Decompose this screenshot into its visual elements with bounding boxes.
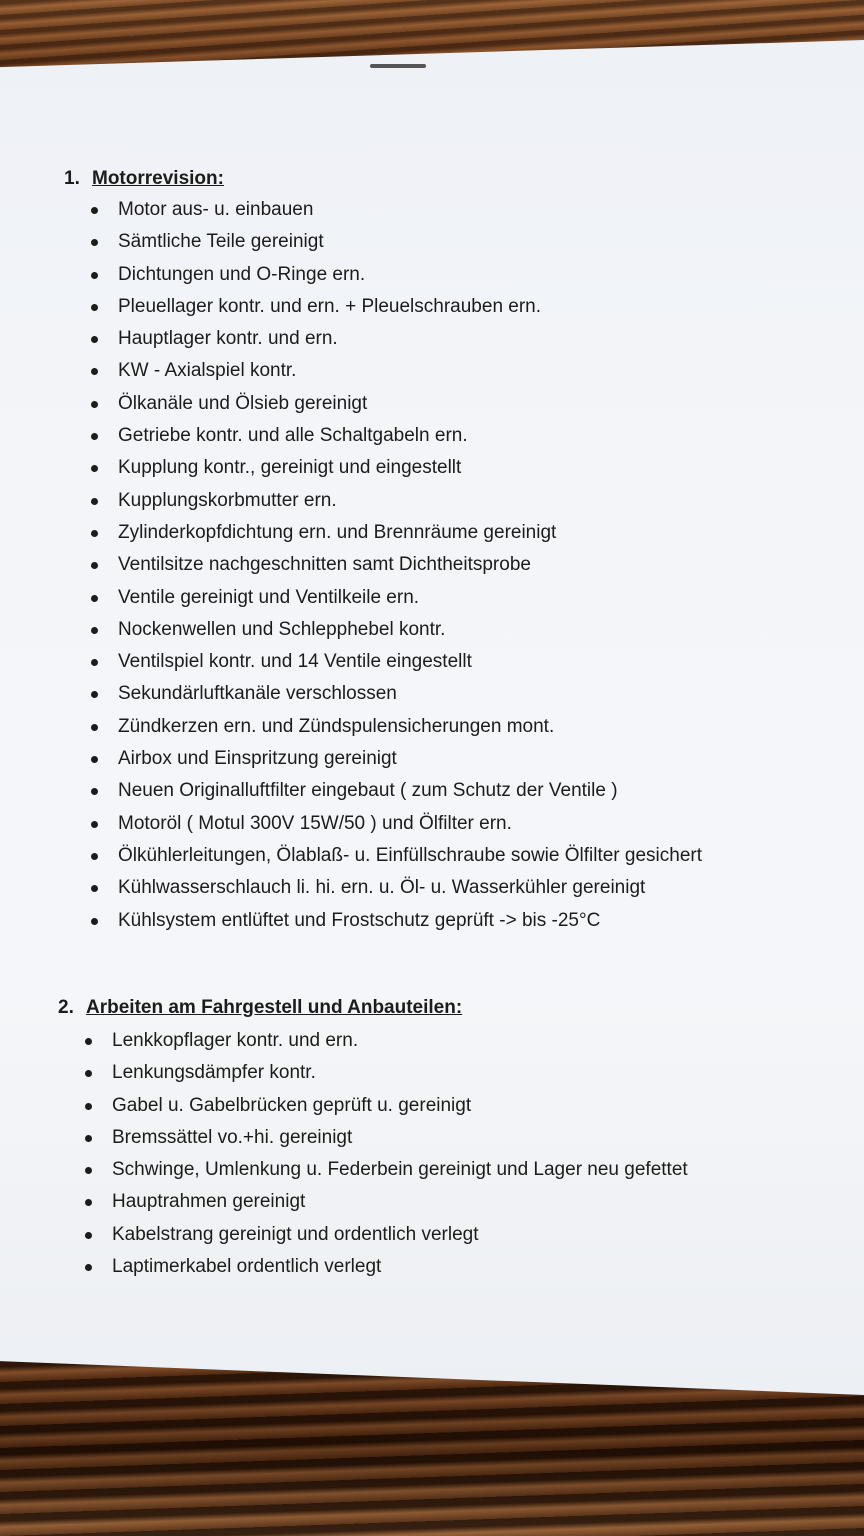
list-item: [82, 1025, 688, 1057]
section-2-number: 2.: [58, 997, 74, 1018]
list-item-text: Zündkerzen ern. und Zündspulensicherungen mont.: [118, 715, 555, 737]
section-2-list: [82, 1025, 688, 1283]
list-item: [88, 420, 702, 452]
bullet-icon: [91, 885, 98, 892]
list-item: [88, 614, 702, 646]
list-item: [88, 355, 702, 387]
list-item-text: KW - Axialspiel kontr.: [118, 360, 297, 382]
list-item-text: Hauptrahmen gereinigt: [112, 1191, 306, 1213]
section-1-title: Motorrevision:: [92, 168, 224, 189]
bullet-icon: [91, 821, 98, 828]
bullet-icon: [85, 1070, 92, 1077]
list-item-text: Motor aus- u. einbauen: [118, 199, 314, 220]
section-1-heading: [64, 168, 224, 190]
list-item-text: Zylinderkopfdichtung ern. und Brennräume gereinigt: [118, 521, 557, 543]
list-item-text: Ölkühlerleitungen, Ölablaß- u. Einfüllschraube sowie Ölfilter gesichert: [118, 844, 702, 866]
list-item: [88, 582, 702, 614]
list-item: [88, 549, 702, 581]
list-item: [88, 194, 702, 226]
bullet-icon: [91, 401, 98, 408]
bullet-icon: [85, 1167, 92, 1174]
section-1-number: 1.: [64, 168, 80, 189]
list-item: [88, 259, 702, 291]
list-item-text: Bremssättel vo.+hi. gereinigt: [112, 1126, 353, 1148]
section-1-list: [88, 194, 702, 937]
bullet-icon: [91, 788, 98, 795]
list-item-text: Getriebe kontr. und alle Schaltgabeln ern.: [118, 425, 468, 447]
list-item-text: Laptimerkabel ordentlich verlegt: [112, 1256, 382, 1278]
list-item-text: Dichtungen und O-Ringe ern.: [118, 263, 366, 285]
list-item: [88, 452, 702, 484]
list-item: [82, 1122, 688, 1154]
bullet-icon: [91, 465, 98, 472]
bullet-icon: [91, 562, 98, 569]
bullet-icon: [91, 724, 98, 731]
bullet-icon: [91, 304, 98, 311]
bullet-icon: [91, 368, 98, 375]
list-item-text: Ventilspiel kontr. und 14 Ventile eingestellt: [118, 651, 472, 673]
list-item-text: Schwinge, Umlenkung u. Federbein gereinigt und Lager neu gefettet: [112, 1159, 688, 1181]
bullet-icon: [85, 1103, 92, 1110]
bullet-icon: [91, 595, 98, 602]
bullet-icon: [91, 627, 98, 634]
bullet-icon: [91, 691, 98, 698]
list-item-text: Kabelstrang gereinigt und ordentlich verlegt: [112, 1223, 479, 1245]
list-item: [88, 226, 702, 258]
bullet-icon: [91, 659, 98, 666]
list-item: [82, 1219, 688, 1251]
list-item-text: Motoröl ( Motul 300V 15W/50 ) und Ölfilter ern.: [118, 812, 512, 834]
list-item-text: Gabel u. Gabelbrücken geprüft u. gereinigt: [112, 1094, 472, 1116]
list-item-text: Hauptlager kontr. und ern.: [118, 328, 338, 350]
list-item: [88, 646, 702, 678]
list-item-text: Neuen Originalluftfilter eingebaut ( zum Schutz der Ventile ): [118, 780, 618, 802]
list-item-text: Ölkanäle und Ölsieb gereinigt: [118, 392, 368, 414]
list-item: [88, 388, 702, 420]
bullet-icon: [91, 207, 98, 214]
section-2-title: Arbeiten am Fahrgestell und Anbauteilen:: [86, 997, 463, 1018]
bullet-icon: [91, 853, 98, 860]
bullet-icon: [85, 1038, 92, 1045]
list-item-text: Kühlwasserschlauch li. hi. ern. u. Öl- u. Wasserkühler gereinigt: [118, 877, 646, 899]
list-item-text: Kühlsystem entlüftet und Frostschutz geprüft -> bis -25°C: [118, 909, 601, 931]
bullet-icon: [91, 530, 98, 537]
list-item: [82, 1090, 688, 1122]
bullet-icon: [91, 756, 98, 763]
list-item-text: Lenkungsdämpfer kontr.: [112, 1062, 316, 1084]
bullet-icon: [85, 1135, 92, 1142]
list-item-text: Airbox und Einspritzung gereinigt: [118, 748, 397, 770]
bullet-icon: [91, 336, 98, 343]
list-item-text: Sekundärluftkanäle verschlossen: [118, 683, 397, 705]
list-item: [88, 872, 702, 904]
section-2-heading: [58, 997, 462, 1019]
list-item: [88, 678, 702, 710]
list-item: [82, 1251, 688, 1283]
list-item-text: Ventilsitze nachgeschnitten samt Dichtheitsprobe: [118, 554, 531, 576]
list-item: [88, 808, 702, 840]
bullet-icon: [91, 239, 98, 246]
list-item: [88, 323, 702, 355]
list-item: [88, 711, 702, 743]
list-item: [88, 517, 702, 549]
bullet-icon: [91, 918, 98, 925]
list-item: [82, 1186, 688, 1218]
list-item: [82, 1154, 688, 1186]
list-item: [82, 1057, 688, 1089]
list-item: [88, 775, 702, 807]
bullet-icon: [85, 1232, 92, 1239]
list-item-text: Kupplungskorbmutter ern.: [118, 489, 337, 511]
bullet-icon: [91, 272, 98, 279]
bullet-icon: [91, 498, 98, 505]
list-item-text: Sämtliche Teile gereinigt: [118, 231, 324, 253]
bullet-icon: [91, 433, 98, 440]
list-item-text: Lenkkopflager kontr. und ern.: [112, 1030, 359, 1051]
list-item: [88, 840, 702, 872]
list-item-text: Kupplung kontr., gereinigt und eingestellt: [118, 457, 462, 479]
list-item: [88, 291, 702, 323]
list-item: [88, 743, 702, 775]
list-item: [88, 905, 702, 937]
bullet-icon: [85, 1264, 92, 1271]
list-item: [88, 485, 702, 517]
bullet-icon: [85, 1199, 92, 1206]
list-item-text: Pleuellager kontr. und ern. + Pleuelschrauben ern.: [118, 295, 542, 317]
list-item-text: Ventile gereinigt und Ventilkeile ern.: [118, 586, 420, 608]
list-item-text: Nockenwellen und Schlepphebel kontr.: [118, 618, 446, 640]
